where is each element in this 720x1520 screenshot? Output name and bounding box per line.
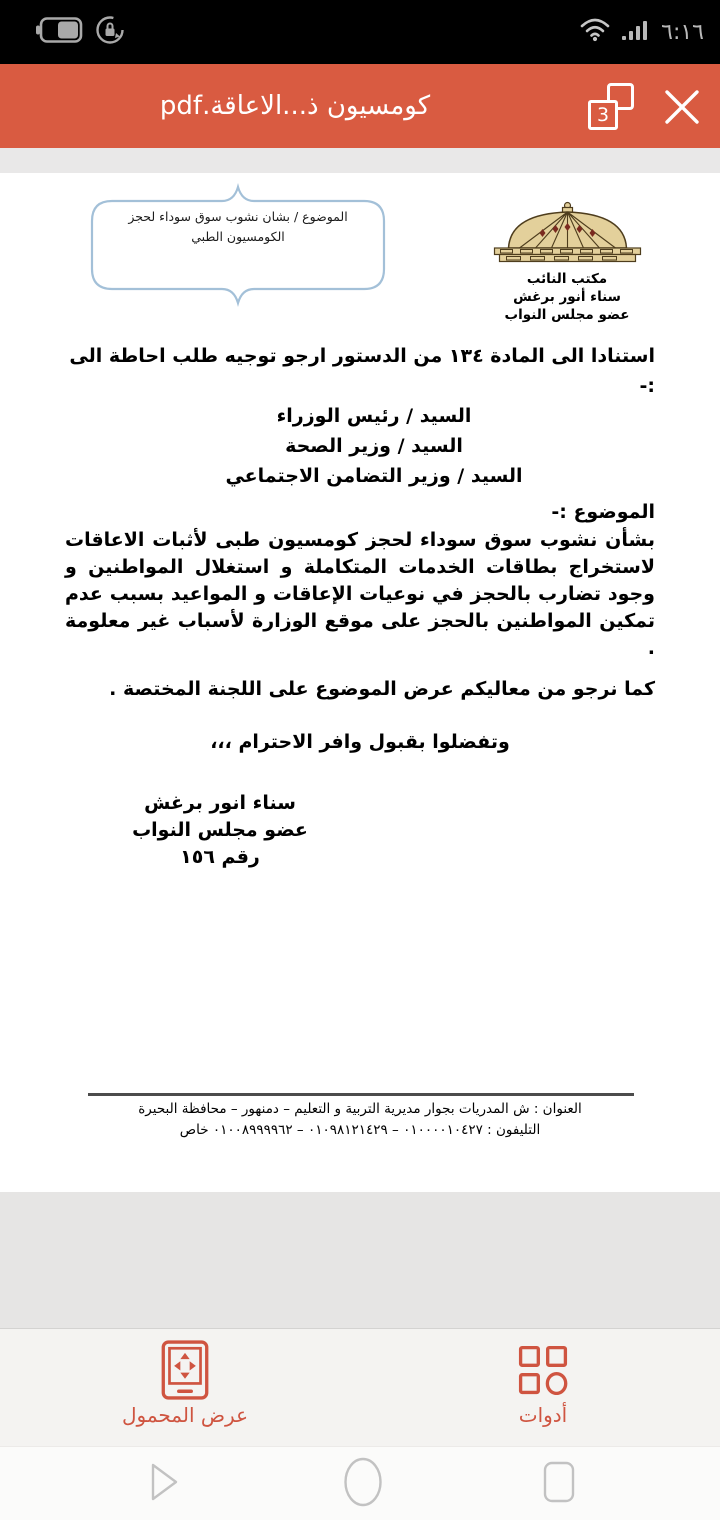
letterhead bbox=[486, 201, 648, 324]
recents-button[interactable] bbox=[542, 1460, 576, 1508]
signature-name: سناء انور برغش bbox=[144, 792, 296, 814]
rotation-lock-icon bbox=[94, 14, 126, 50]
close-icon bbox=[662, 87, 702, 127]
wifi-icon bbox=[579, 17, 611, 47]
subject-callout-text: الموضوع / بشان نشوب سوق سوداء لحجز الكومسيون الطبي bbox=[128, 209, 348, 244]
app-bar bbox=[0, 64, 720, 148]
body-paragraph: بشأن نشوب سوق سوداء لحجز كومسيون طبى لأثبات الاعاقات لاستخراج بطاقات الخدمات المتكاملة و استغلال المواطنين و وجود تضارب بالحجز في نوعيات الإعاقات و المواعيد بسبب عدم تمكين المواطنين بالحجز على موقع الوزارة لأسباب غير معلومة . bbox=[65, 529, 655, 659]
letterhead-office: مكتب النائب bbox=[526, 271, 608, 287]
closing-line: وتفضلوا بقبول وافر الاحترام ،،، bbox=[210, 731, 510, 753]
addressee-line: السيد / وزير الصحة bbox=[285, 435, 463, 457]
letterhead-name: سناء أنور برغش bbox=[513, 289, 621, 305]
subject-label: الموضوع :- bbox=[551, 501, 655, 523]
recents-square-icon bbox=[542, 1460, 576, 1504]
signature-block bbox=[110, 790, 330, 871]
addressee-line: السيد / وزير التضامن الاجتماعي bbox=[225, 465, 523, 487]
signature-number: رقم ١٥٦ bbox=[180, 846, 260, 868]
tools-label: أدوات bbox=[518, 1403, 568, 1427]
page-footer bbox=[60, 1093, 660, 1141]
mobile-view-button[interactable] bbox=[100, 1329, 270, 1447]
request-line: كما نرجو من معاليكم عرض الموضوع على اللجنة المختصة . bbox=[109, 678, 655, 700]
page-margin-strip bbox=[0, 148, 720, 173]
clock-text: ٦:١٦ bbox=[661, 19, 704, 45]
pdf-page[interactable] bbox=[0, 173, 720, 1192]
intro-line: استنادا الى المادة ١٣٤ من الدستور ارجو توجيه طلب احاطة الى :- bbox=[69, 345, 655, 397]
battery-icon bbox=[34, 16, 84, 48]
footer-address: العنوان : ش المدريات بجوار مديرية التربية و التعليم – دمنهور – محافظة البحيرة bbox=[138, 1101, 582, 1117]
letterhead-role: عضو مجلس النواب bbox=[504, 307, 630, 323]
footer-divider bbox=[88, 1093, 634, 1096]
subject-callout-box bbox=[86, 183, 390, 307]
document-title: كومسيون ذ...الاعاقة.pdf bbox=[159, 91, 431, 121]
back-button[interactable] bbox=[146, 1459, 182, 1509]
footer-phones: التليفون : ٠١٠٠٠٠١٠٤٢٧ – ٠١٠٩٨١٢١٤٢٩ – ٠١٠٠٨٩٩٩٩٦٢ خاص bbox=[179, 1122, 541, 1138]
signal-icon bbox=[621, 18, 651, 46]
mobile-view-label: عرض المحمول bbox=[121, 1403, 249, 1427]
tools-button[interactable] bbox=[458, 1329, 628, 1447]
back-triangle-icon bbox=[146, 1459, 182, 1505]
page-count-badge: 3 bbox=[588, 100, 618, 130]
letter-body bbox=[65, 341, 655, 871]
tools-grid-icon bbox=[518, 1339, 568, 1401]
home-circle-icon bbox=[342, 1456, 384, 1508]
bottom-toolbar bbox=[0, 1328, 720, 1446]
close-button[interactable] bbox=[662, 87, 702, 127]
signature-role: عضو مجلس النواب bbox=[132, 819, 308, 841]
android-nav-bar bbox=[0, 1446, 720, 1520]
addressee-line: السيد / رئيس الوزراء bbox=[276, 405, 472, 427]
home-button[interactable] bbox=[342, 1456, 384, 1512]
page-count-button[interactable] bbox=[588, 83, 634, 130]
parliament-dome-logo bbox=[490, 201, 645, 263]
mobile-view-icon bbox=[161, 1339, 209, 1401]
status-bar bbox=[0, 0, 720, 64]
addressee-list bbox=[79, 401, 669, 491]
viewer-background bbox=[0, 1192, 720, 1328]
